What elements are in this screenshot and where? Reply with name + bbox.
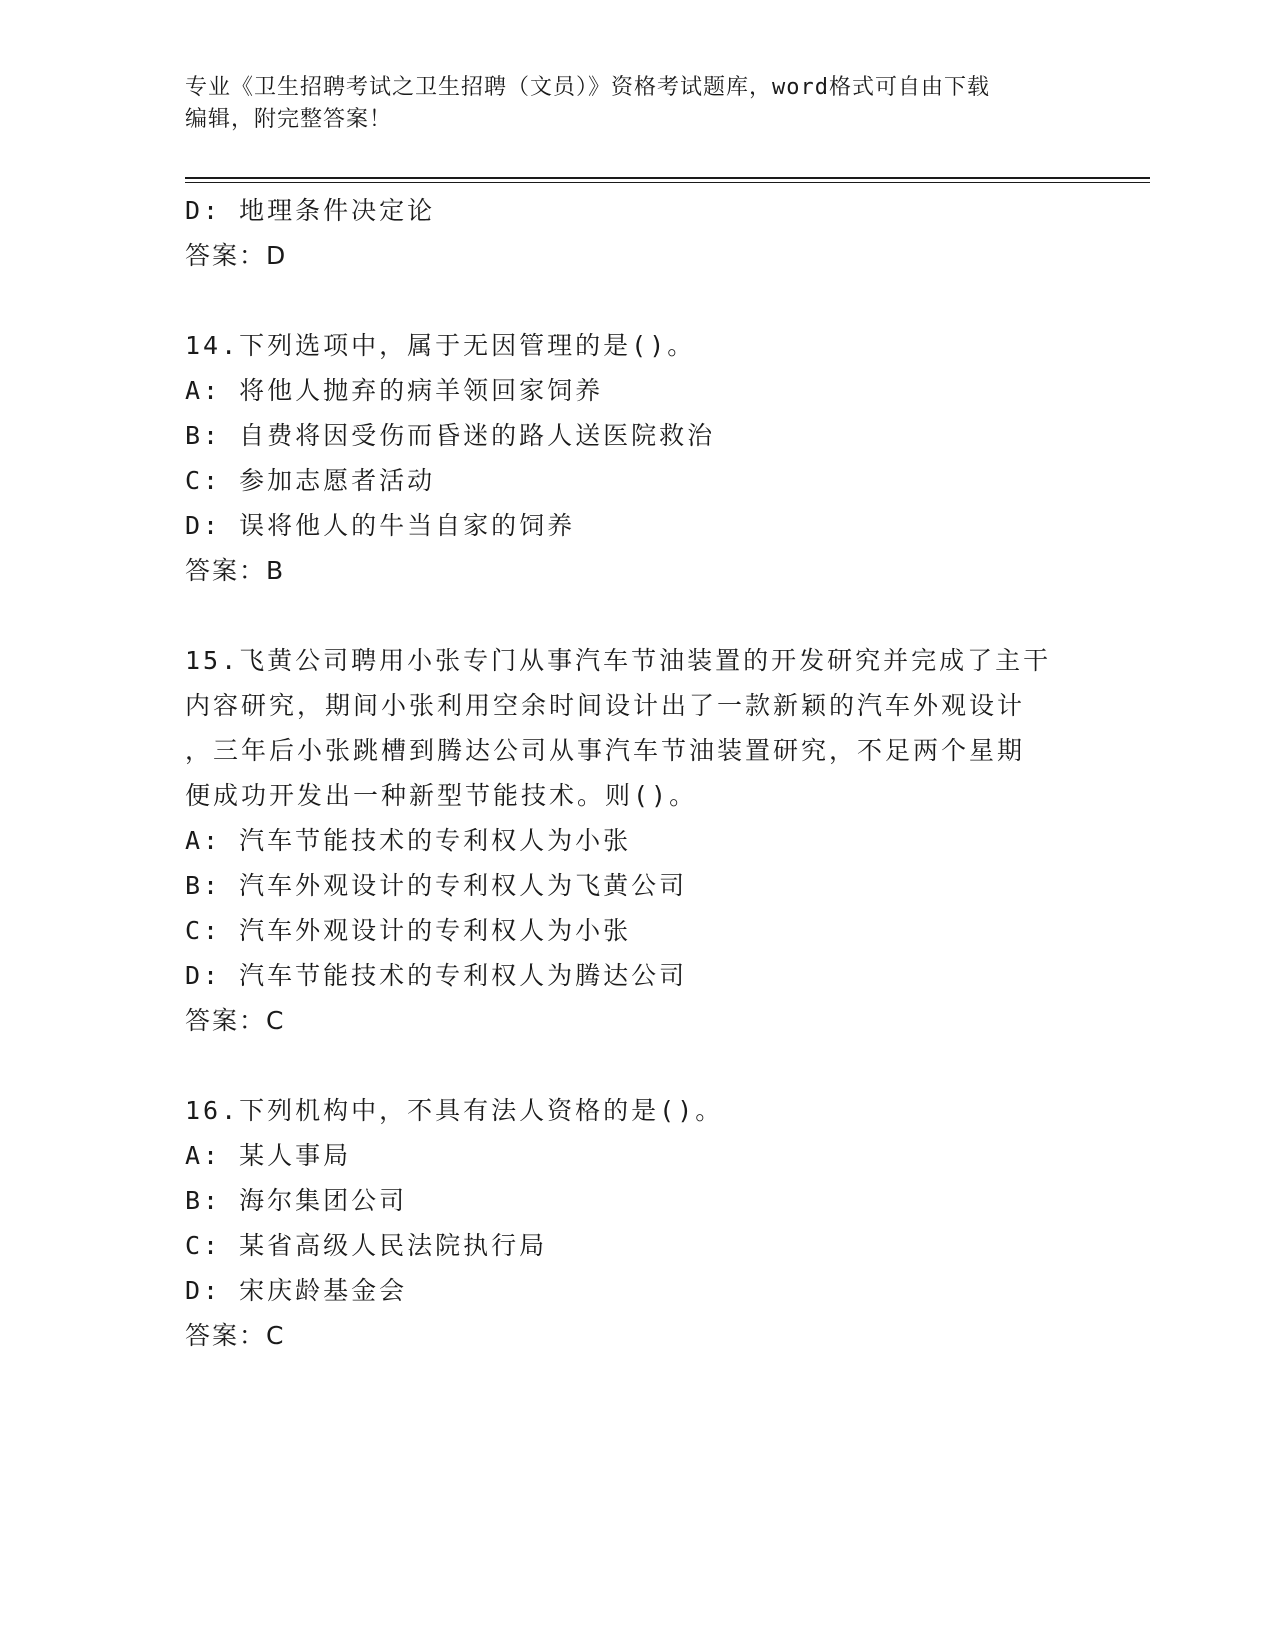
option-b: B: 海尔集团公司 [185,1186,408,1215]
header-line-2: 编辑，附完整答案！ [185,107,393,132]
question-stem-line-2: 内容研究，期间小张利用空余时间设计出了一款新颖的汽车外观设计 [185,691,1026,720]
question-list [185,188,1085,1358]
answer-line: 答案：C [185,1006,286,1035]
option-b: B: 自费将因受伤而昏迷的路人送医院救治 [185,421,716,450]
option-d: D: 误将他人的牛当自家的饲养 [185,511,576,540]
question-stem-line-1: 15.飞黄公司聘用小张专门从事汽车节油装置的开发研究并完成了主干 [185,646,1052,675]
question-stem: 16.下列机构中，不具有法人资格的是()。 [185,1096,724,1125]
question-stem-line-4: 便成功开发出一种新型节能技术。则()。 [185,781,698,810]
document-header [185,72,1065,136]
spacer [185,593,1085,638]
question-13-fragment [185,188,1085,278]
spacer [185,278,1085,323]
header-divider-thick [185,177,1150,179]
option-d: D: 汽车节能技术的专利权人为腾达公司 [185,961,688,990]
question-14 [185,323,1085,593]
question-16 [185,1088,1085,1358]
option-b: B: 汽车外观设计的专利权人为飞黄公司 [185,871,688,900]
spacer [185,1043,1085,1088]
answer-line: 答案：D [185,241,288,270]
option-a: A: 将他人抛弃的病羊领回家饲养 [185,376,604,405]
answer-line: 答案：B [185,556,286,585]
header-divider-thin [185,182,1150,183]
option-c: C: 某省高级人民法院执行局 [185,1231,548,1260]
option-d: D: 宋庆龄基金会 [185,1276,408,1305]
option-c: C: 参加志愿者活动 [185,466,436,495]
answer-line: 答案：C [185,1321,286,1350]
option-d: D: 地理条件决定论 [185,196,436,225]
option-a: A: 某人事局 [185,1141,352,1170]
option-a: A: 汽车节能技术的专利权人为小张 [185,826,632,855]
header-line-1: 专业《卫生招聘考试之卫生招聘（文员）》资格考试题库，word格式可自由下载 [185,75,990,100]
question-stem-line-3: ，三年后小张跳槽到腾达公司从事汽车节油装置研究，不足两个星期 [185,736,1026,765]
question-15 [185,638,1085,1043]
option-c: C: 汽车外观设计的专利权人为小张 [185,916,632,945]
question-stem: 14.下列选项中，属于无因管理的是()。 [185,331,696,360]
